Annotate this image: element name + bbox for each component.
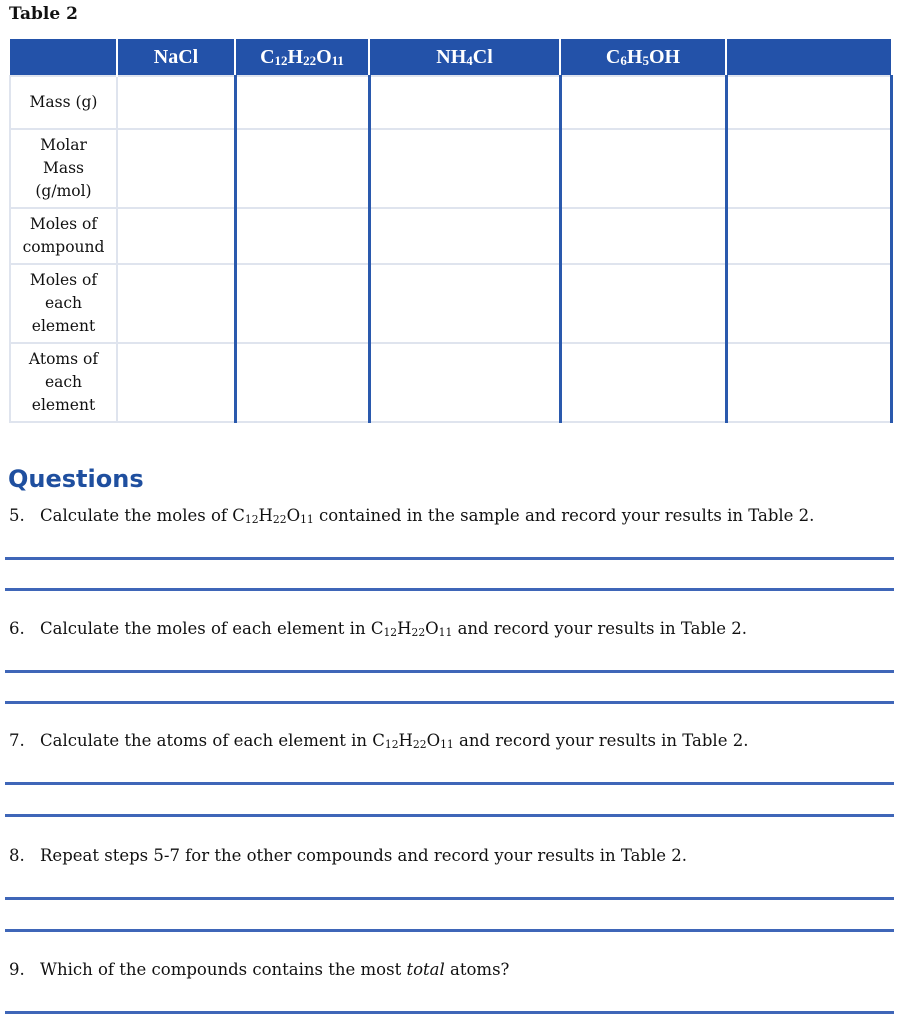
answer-line[interactable]: [5, 701, 894, 704]
question-5: 5. Calculate the moles of $C_{12}H_{22}O_{11}$ contained in the sample and record your results in Table 2.: [9, 506, 815, 526]
cell-input[interactable]: [117, 76, 235, 129]
cell-input[interactable]: [560, 76, 726, 129]
question-9: 9. Which of the compounds contains the most total atoms?: [9, 960, 510, 979]
cell-input[interactable]: [726, 76, 891, 129]
question-8: 8. Repeat steps 5-7 for the other compounds and record your results in Table 2.: [9, 846, 688, 865]
cell-input[interactable]: [560, 343, 726, 422]
questions-heading: Questions: [8, 465, 144, 493]
cell-input[interactable]: [235, 343, 369, 422]
header-phenol: $C_6H_5OH$: [560, 39, 726, 76]
sucrose-formula: $C_{12}H_{22}O_{11}$: [372, 731, 454, 751]
cell-input[interactable]: [369, 129, 560, 208]
cell-input[interactable]: [560, 129, 726, 208]
cell-input[interactable]: [726, 208, 891, 264]
cell-input[interactable]: [235, 76, 369, 129]
cell-input[interactable]: [726, 264, 891, 343]
header-nacl: NaCl: [117, 39, 235, 76]
cell-input[interactable]: [235, 264, 369, 343]
header-ammonium-chloride: $NH_4Cl$: [369, 39, 560, 76]
cell-input[interactable]: [369, 208, 560, 264]
sucrose-formula: $C_{12}H_{22}O_{11}$: [370, 619, 453, 639]
answer-line[interactable]: [5, 897, 894, 900]
table-row: [10, 208, 891, 264]
answer-line[interactable]: [5, 588, 894, 591]
cell-input[interactable]: [726, 343, 891, 422]
cell-input[interactable]: [369, 343, 560, 422]
cell-input[interactable]: [235, 129, 369, 208]
question-6: 6. Calculate the moles of each element in $C_{12}H_{22}O_{11}$ and record your results in Table 2.: [9, 619, 748, 639]
row-label-molar-mass: Molar Mass (g/mol): [10, 129, 117, 208]
row-label-atoms-element: Atoms of each element: [10, 343, 117, 422]
row-label-moles-compound: Moles of compound: [10, 208, 117, 264]
cell-input[interactable]: [726, 129, 891, 208]
cell-input[interactable]: [235, 208, 369, 264]
answer-line[interactable]: [5, 814, 894, 817]
answer-line[interactable]: [5, 670, 894, 673]
answer-line[interactable]: [5, 782, 894, 785]
answer-line[interactable]: [5, 929, 894, 932]
table-row: [10, 129, 891, 208]
answer-line[interactable]: [5, 1011, 894, 1014]
question-7: 7. Calculate the atoms of each element in $C_{12}H_{22}O_{11}$ and record your results in Table 2.: [9, 731, 749, 751]
header-sucrose: $C_{12}H_{22}O_{11}$: [235, 39, 369, 76]
cell-input[interactable]: [369, 76, 560, 129]
cell-input[interactable]: [117, 208, 235, 264]
table-header-row: [10, 39, 891, 76]
table-title: Table 2: [9, 4, 78, 24]
table-row: [10, 264, 891, 343]
row-label-moles-element: Moles of each element: [10, 264, 117, 343]
header-blank-cell: [10, 39, 117, 76]
sucrose-formula: $C_{12}H_{22}O_{11}$: [232, 506, 314, 526]
cell-input[interactable]: [560, 264, 726, 343]
table-row: [10, 76, 891, 129]
cell-input[interactable]: [369, 264, 560, 343]
cell-input[interactable]: [117, 343, 235, 422]
cell-input[interactable]: [117, 264, 235, 343]
data-table: [9, 39, 893, 423]
row-label-mass: Mass (g): [10, 76, 117, 129]
answer-line[interactable]: [5, 557, 894, 560]
cell-input[interactable]: [560, 208, 726, 264]
table-row: [10, 343, 891, 422]
cell-input[interactable]: [117, 129, 235, 208]
header-empty: [726, 39, 891, 76]
